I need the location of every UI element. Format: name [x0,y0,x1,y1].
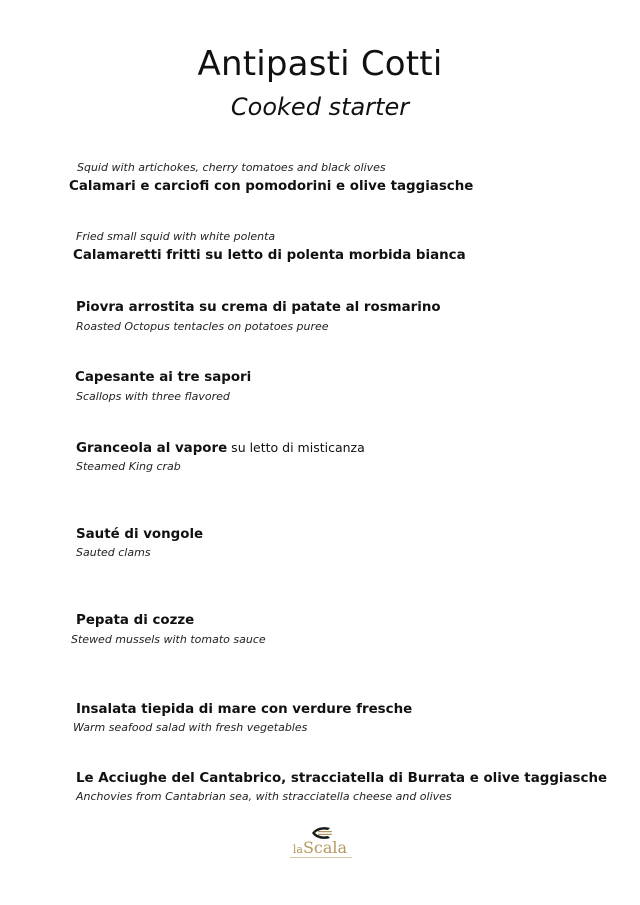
dish-7-english: Stewed mussels with tomato sauce [71,633,266,646]
dish-1-english: Squid with artichokes, cherry tomatoes and black olives [77,161,386,174]
dish-5-italian-light: su letto di misticanza [227,440,365,455]
dish-5-italian-main: Granceola al vapore [76,441,228,456]
dish-9-italian: Le Acciughe del Cantabrico, stracciatella di Burrata e olive taggiasche [76,771,608,786]
logo-wordmark: laScala [292,838,348,857]
dish-5-english: Steamed King crab [76,460,181,473]
dish-8-english: Warm seafood salad with fresh vegetables [73,721,308,734]
dish-3-english: Roasted Octopus tentacles on potatoes puree [76,320,329,333]
dish-7-italian: Pepata di cozze [76,613,195,628]
dish-5-italian [76,440,365,456]
dish-3-italian: Piovra arrostita su crema di patate al rosmarino [76,300,441,315]
restaurant-logo [278,826,362,860]
dish-1-italian: Calamari e carciofi con pomodorini e olive taggiasche [69,179,474,194]
dish-6-english: Sauted clams [76,546,151,559]
dish-2-italian: Calamaretti fritti su letto di polenta morbida bianca [73,248,466,263]
dish-4-english: Scallops with three flavored [76,390,230,403]
dish-4-italian: Capesante ai tre sapori [75,370,252,385]
dish-2-english: Fried small squid with white polenta [76,230,276,243]
logo-underline [290,857,352,858]
menu-title: Antipasti Cotti [197,44,443,84]
menu-subtitle: Cooked starter [230,93,410,121]
dish-9-english: Anchovies from Cantabrian sea, with stracciatella cheese and olives [76,790,452,803]
dish-8-italian: Insalata tiepida di mare con verdure fresche [76,702,413,717]
dish-6-italian: Sauté di vongole [76,527,204,542]
